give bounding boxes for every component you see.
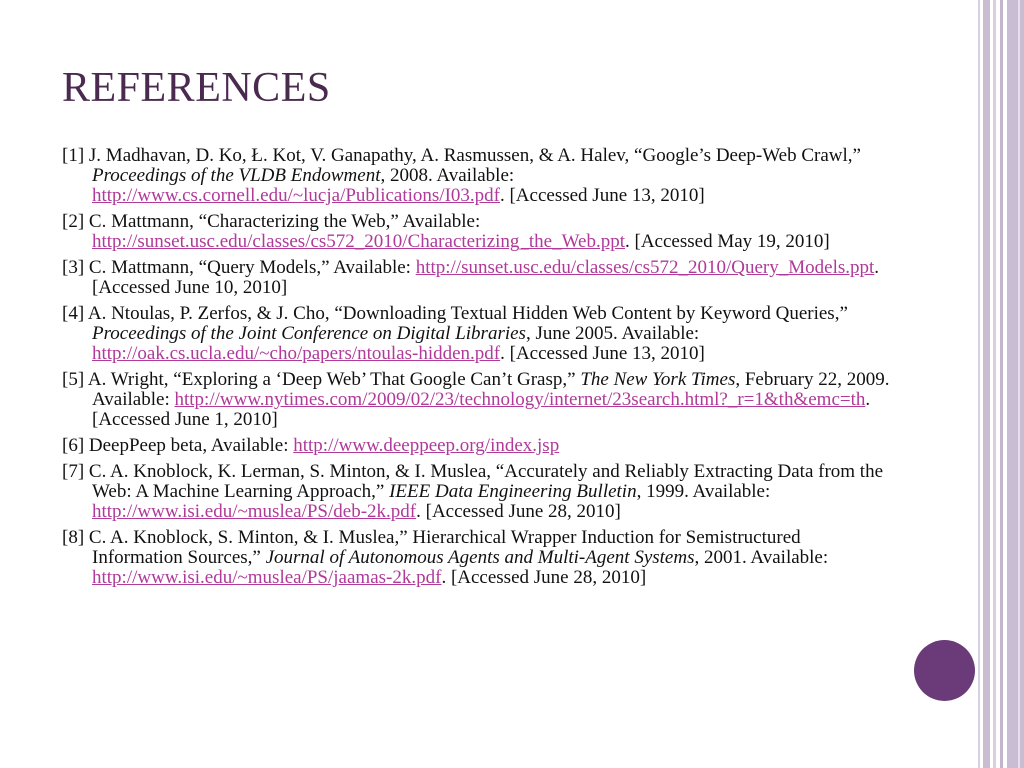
reference-source: Journal of Autonomous Agents and Multi-Agent Systems xyxy=(265,547,695,568)
decorative-stripe xyxy=(983,0,990,768)
decorative-stripe xyxy=(1018,0,1020,768)
reference-accessed: . [Accessed June 13, 2010] xyxy=(500,343,705,364)
reference-text: , 2001. Available: xyxy=(694,547,829,568)
reference-link[interactable]: http://www.deeppeep.org/index.jsp xyxy=(293,435,560,456)
reference-text: , 1999. Available: xyxy=(636,481,771,502)
reference-item-2 xyxy=(62,212,892,252)
decorative-stripe xyxy=(978,0,980,768)
reference-link[interactable]: http://www.isi.edu/~muslea/PS/jaamas-2k.pdf xyxy=(92,567,442,588)
reference-item-3 xyxy=(62,258,892,298)
reference-item-7 xyxy=(62,462,892,522)
decorative-circle xyxy=(914,640,975,701)
reference-text: , 2008. Available: xyxy=(380,165,515,186)
reference-source: IEEE Data Engineering Bulletin xyxy=(389,481,637,502)
reference-link[interactable]: http://www.isi.edu/~muslea/PS/deb-2k.pdf xyxy=(92,501,417,522)
reference-text: [2] C. Mattmann, “Characterizing the Web,” Available: xyxy=(62,211,481,232)
decorative-stripe xyxy=(1000,0,1003,768)
reference-accessed: . [Accessed May 19, 2010] xyxy=(625,231,830,252)
reference-link[interactable]: http://sunset.usc.edu/classes/cs572_2010/Query_Models.ppt xyxy=(415,257,875,278)
reference-source: Proceedings of the Joint Conference on Digital Libraries xyxy=(92,323,526,344)
reference-item-6 xyxy=(62,436,892,456)
reference-accessed: . [Accessed June 1, 2010] xyxy=(92,389,871,430)
reference-accessed: . [Accessed June 13, 2010] xyxy=(499,185,705,206)
reference-link[interactable]: http://sunset.usc.edu/classes/cs572_2010/Characterizing_the_Web.ppt xyxy=(92,231,625,252)
reference-text: [8] C. A. Knoblock, S. Minton, & I. Muslea,” Hierarchical Wrapper Induction for Semistructured Information Sources,” xyxy=(62,527,801,568)
reference-accessed: . [Accessed June 28, 2010] xyxy=(441,567,647,588)
slide-title: REFERENCES xyxy=(62,65,331,111)
decorative-stripe xyxy=(1007,0,1024,768)
reference-source: Proceedings of the VLDB Endowment xyxy=(92,165,381,186)
reference-text: [6] DeepPeep beta, Available: xyxy=(62,435,294,456)
reference-text: [5] A. Wright, “Exploring a ‘Deep Web’ That Google Can’t Grasp,” xyxy=(62,369,581,390)
reference-text: [3] C. Mattmann, “Query Models,” Available: xyxy=(62,257,416,278)
reference-item-1 xyxy=(62,146,892,206)
reference-link[interactable]: http://www.nytimes.com/2009/02/23/technology/internet/23search.html?_r=1&th&emc=th xyxy=(174,389,866,410)
decorative-stripe xyxy=(993,0,996,768)
reference-item-5 xyxy=(62,370,892,430)
reference-list xyxy=(62,146,892,594)
reference-text: [1] J. Madhavan, D. Ko, Ł. Kot, V. Ganapathy, A. Rasmussen, & A. Halev, “Google’s Deep-Web Crawl,” xyxy=(62,145,861,166)
reference-text: , February 22, 2009. Available: xyxy=(92,369,890,410)
reference-link[interactable]: http://oak.cs.ucla.edu/~cho/papers/ntoulas-hidden.pdf xyxy=(92,343,501,364)
reference-text: [4] A. Ntoulas, P. Zerfos, & J. Cho, “Downloading Textual Hidden Web Content by Keyword Queries,” xyxy=(62,303,848,324)
reference-source: The New York Times xyxy=(580,369,736,390)
reference-text: , June 2005. Available: xyxy=(525,323,700,344)
reference-item-4 xyxy=(62,304,892,364)
reference-text: [7] C. A. Knoblock, K. Lerman, S. Minton, & I. Muslea, “Accurately and Reliably Extracting Data from the Web: A Machine Learning Approach,” xyxy=(62,461,884,502)
reference-item-8 xyxy=(62,528,892,588)
reference-accessed: . [Accessed June 28, 2010] xyxy=(416,501,621,522)
reference-link[interactable]: http://www.cs.cornell.edu/~lucja/Publications/I03.pdf xyxy=(92,185,500,206)
reference-accessed: . [Accessed June 10, 2010] xyxy=(92,257,880,298)
